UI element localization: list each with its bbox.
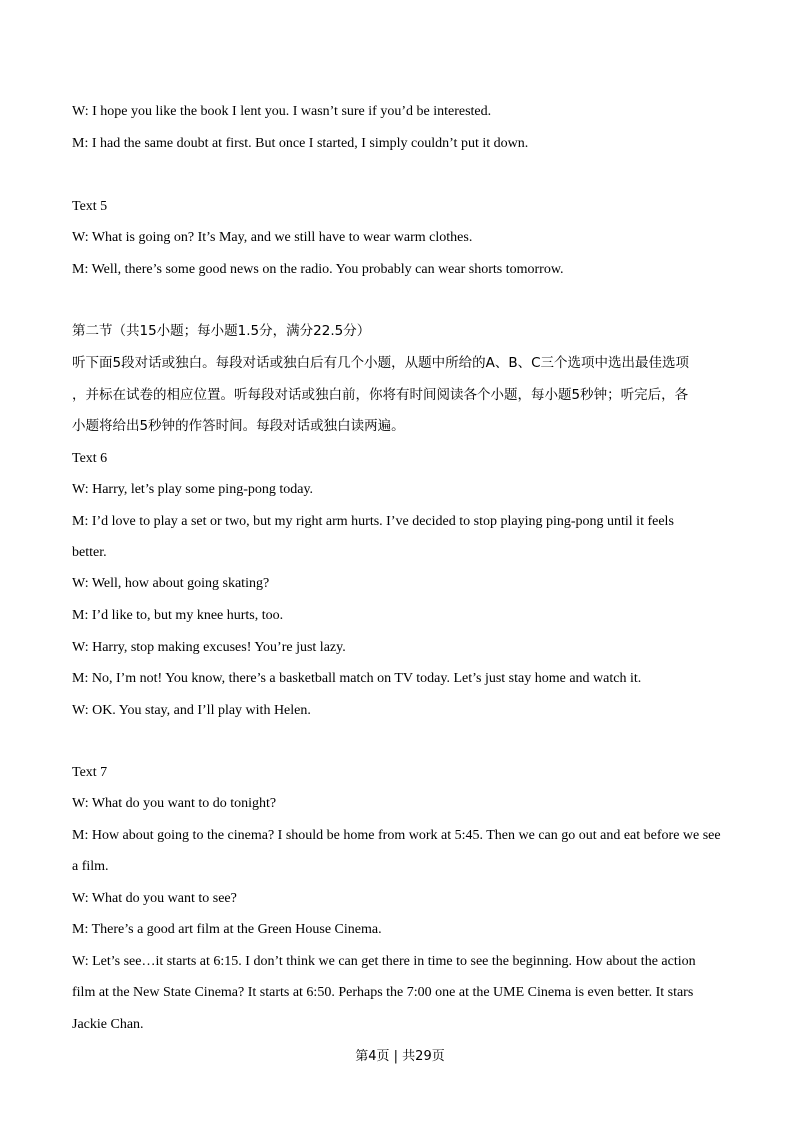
dialogue-line: M: No, I’m not! You know, there’s a basketball match on TV today. Let’s just stay home and watch it. (72, 671, 642, 686)
dialogue-line: W: Let’s see…it starts at 6:15. I don’t think we can get there in time to see the beginning. How about the action (72, 954, 696, 969)
dialogue-line: W: Well, how about going skating? (72, 576, 270, 591)
dialogue-line: Jackie Chan. (72, 1017, 144, 1032)
part-heading: 第二节（共15小题；每小题1.5分，满分22.5分） (72, 323, 371, 339)
dialogue-line: M: I’d love to play a set or two, but my right arm hurts. I’ve decided to stop playing ping-pong until it feels (72, 514, 674, 529)
dialogue-line: W: What do you want to do tonight? (72, 796, 277, 811)
dialogue-line: W: What do you want to see? (72, 891, 237, 906)
section-heading: Text 6 (72, 451, 108, 466)
dialogue-line: better. (72, 545, 107, 560)
dialogue-line: a film. (72, 859, 109, 874)
instruction-line: 听下面5段对话或独白。每段对话或独白后有几个小题，从题中所给的A、B、C三个选项中选出最佳选项 (72, 355, 690, 371)
dialogue-line: W: What is going on? It’s May, and we still have to wear warm clothes. (72, 230, 473, 245)
dialogue-line: film at the New State Cinema? It starts at 6:50. Perhaps the 7:00 one at the UME Cinema is even better. It stars (72, 985, 694, 1000)
dialogue-line: W: I hope you like the book I lent you. I wasn’t sure if you’d be interested. (72, 104, 492, 119)
dialogue-line: M: I’d like to, but my knee hurts, too. (72, 608, 284, 623)
section-heading: Text 5 (72, 199, 108, 214)
dialogue-line: W: Harry, stop making excuses! You’re just lazy. (72, 640, 346, 655)
dialogue-line: M: There’s a good art film at the Green House Cinema. (72, 922, 382, 937)
dialogue-line: M: I had the same doubt at first. But once I started, I simply couldn’t put it down. (72, 136, 529, 151)
section-heading: Text 7 (72, 765, 108, 780)
instruction-line: ，并标在试卷的相应位置。听每段对话或独白前，你将有时间阅读各个小题，每小题5秒钟；听完后，各 (72, 387, 689, 403)
page-footer: 第4页 | 共29页 (355, 1049, 445, 1064)
dialogue-line: M: Well, there’s some good news on the radio. You probably can wear shorts tomorrow. (72, 262, 564, 277)
instruction-line: 小题将给出5秒钟的作答时间。每段对话或独白读两遍。 (72, 418, 405, 434)
dialogue-line: W: Harry, let’s play some ping-pong today. (72, 482, 314, 497)
dialogue-line: M: How about going to the cinema? I should be home from work at 5:45. Then we can go out and eat before we see (72, 828, 721, 843)
dialogue-line: W: OK. You stay, and I’ll play with Helen. (72, 703, 311, 718)
